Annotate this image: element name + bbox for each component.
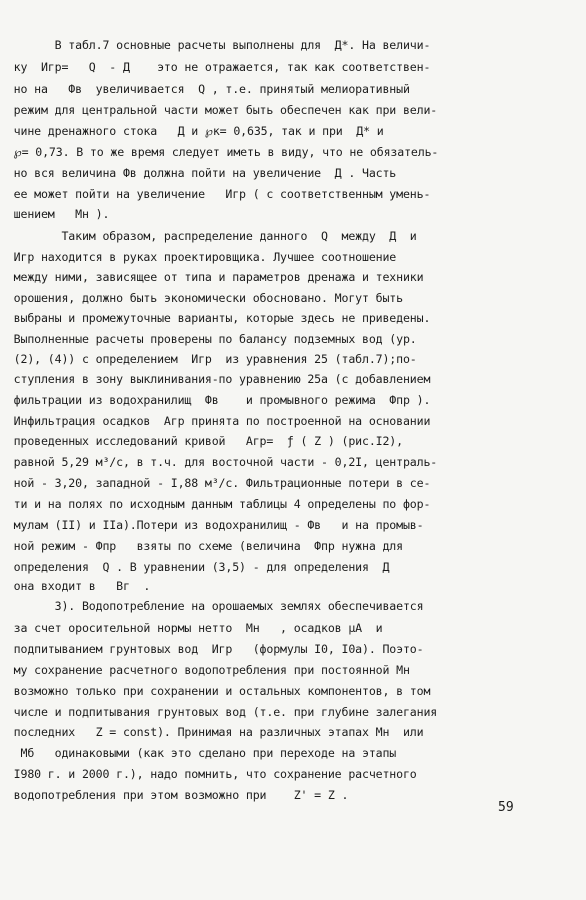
text-line: фильтрации из водохранилищ Фв и промывного режима Фпр ). [0,393,431,407]
text-line: но на Фв увеличивается Q , т.е. принятый мелиоративный [0,82,410,96]
text-line: подпитыванием грунтовых вод Игр (формулы I0, I0a). Поэто- [0,642,424,656]
text-line: но вся величина Фв должна пойти на увеличение Д . Часть [0,166,397,180]
text-line: между ними, зависящее от типа и параметров дренажа и техники [0,270,424,284]
text-line: последних Z = const). Принимая на различных этапах Мн или [0,725,424,739]
text-line: Выполненные расчеты проверены по балансу подземных вод (ур. [0,332,417,346]
text-line: выбраны и промежуточные варианты, которые здесь не приведены. [0,311,431,325]
text-line: 3). Водопотребление на орошаемых землях обеспечивается [0,599,424,613]
text-line: Мб одинаковыми (как это сделано при переходе на этапы [0,746,397,760]
text-line: она входит в Вг . [0,579,151,593]
text-line: ку Игр= Q - Д это не отражается, так как соответствен- [0,60,431,74]
text-line: возможно только при сохранении и остальных компонентов, в том [0,684,431,698]
text-line: за счет оросительной нормы нетто Мн , осадков μА и [0,621,383,635]
text-line: ℘= 0,73. В то же время следует иметь в виду, что не обязатель- [0,145,439,159]
page-number: 59 [498,800,514,815]
text-line: шением Мн ). [0,207,110,221]
text-line: орошения, должно быть экономически обосновано. Могут быть [0,291,403,305]
text-line: ее может пойти на увеличение Игр ( с соответственным умень- [0,187,431,201]
text-line: (2), (4)) с определением Игр из уравнения 25 (табл.7);по- [0,352,417,366]
text-line: режим для центральной части может быть обеспечен как при вели- [0,103,438,117]
text-line: ной режим - Фпр взяты по схеме (величина Фпр нужна для [0,539,403,553]
text-line: ной - 3,20, западной - I,88 м³/с. Фильтрационные потери в се- [0,476,431,490]
text-line: чине дренажного стока Д и ℘к= 0,635, так и при Д* и [0,124,384,138]
text-line: проведенных исследований кривой Агр= ƒ ( Z ) (рис.I2), [0,434,403,448]
text-line: водопотребления при этом возможно при Z' = Z . [0,788,349,802]
text-line: Инфильтрация осадков Агр принята по построенной на основании [0,414,431,428]
text-line: ти и на полях по исходным данным таблицы 4 определены по фор- [0,497,431,511]
text-line: числе и подпитывания грунтовых вод (т.е. при глубине залегания [0,705,438,719]
text-line: мулам (II) и IIa).Потери из водохранилищ - Фв и на промыв- [0,518,424,532]
text-line: ступления в зону выклинивания-по уравнению 25а (с добавлением [0,372,431,386]
text-line: равной 5,29 м³/с, в т.ч. для восточной части - 0,2I, централь- [0,455,438,469]
text-line: В табл.7 основные расчеты выполнены для Д*. На величи- [0,38,431,52]
text-line: му сохранение расчетного водопотребления при постоянной Мн [0,663,410,677]
text-line: Игр находится в руках проектировщика. Лучшее соотношение [0,250,397,264]
text-line: Таким образом, распределение данного Q между Д и [0,229,417,243]
text-line: I980 г. и 2000 г.), надо помнить, что сохранение расчетного [0,767,417,781]
text-line: определения Q . В уравнении (3,5) - для определения Д [0,560,390,574]
